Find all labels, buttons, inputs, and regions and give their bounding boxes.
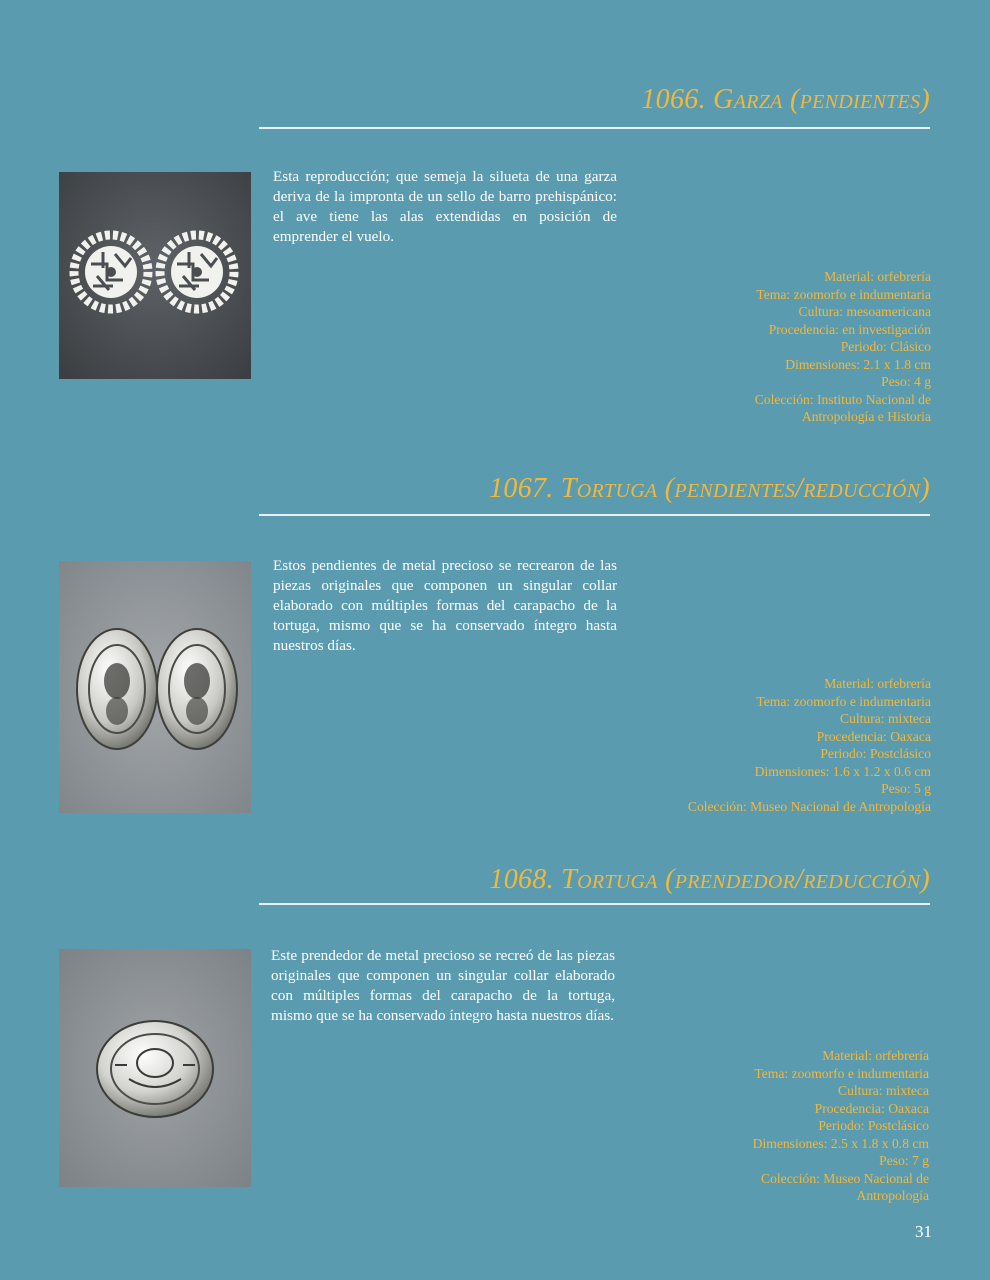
entry-title: 1066. Garza (pendientes) <box>641 84 930 115</box>
entry-metadata <box>755 268 931 426</box>
meta-coleccion-cont: Antropología <box>856 1188 929 1203</box>
title-rule <box>259 514 930 516</box>
entry-metadata <box>753 1047 929 1205</box>
meta-coleccion: Colección: Museo Nacional de Antropología <box>687 798 931 814</box>
meta-tema: Tema: zoomorfo e indumentaria <box>754 1065 929 1081</box>
title-rule <box>259 903 930 905</box>
meta-dimensiones: Dimensiones: 1.6 x 1.2 x 0.6 cm <box>754 763 931 779</box>
meta-periodo: Periodo: Postclásico <box>818 1118 929 1133</box>
meta-tema: Tema: zoomorfo e indumentaria <box>756 286 931 302</box>
meta-procedencia: Procedencia: Oaxaca <box>816 728 931 744</box>
meta-peso: Peso: 5 g <box>881 781 931 796</box>
meta-coleccion: Colección: Museo Nacional de <box>761 1170 929 1186</box>
entry-metadata <box>688 675 931 815</box>
heron-earrings-photo <box>59 172 251 379</box>
turtle-brooch-photo <box>59 949 251 1187</box>
entry-title: 1067. Tortuga (pendientes/reducción) <box>489 473 930 504</box>
meta-tema: Tema: zoomorfo e indumentaria <box>756 693 931 709</box>
meta-material: Material: orfebrería <box>822 1048 929 1063</box>
entry-description: Esta reproducción; que semeja la silueta de una garza deriva de la impronta de un sello de barro prehispánico: el ave tiene las alas extendidas en posición de emprender el vuelo. <box>273 168 617 245</box>
meta-dimensiones: Dimensiones: 2.5 x 1.8 x 0.8 cm <box>752 1135 929 1151</box>
meta-material: Material: orfebrería <box>824 269 931 284</box>
meta-cultura: Cultura: mesoamericana <box>798 304 931 319</box>
meta-periodo: Periodo: Postclásico <box>820 746 931 761</box>
meta-cultura: Cultura: mixteca <box>838 1083 929 1098</box>
meta-dimensiones: Dimensiones: 2.1 x 1.8 cm <box>785 356 931 372</box>
entry-title: 1068. Tortuga (prendedor/reducción) <box>489 864 930 895</box>
meta-peso: Peso: 4 g <box>881 374 931 389</box>
meta-material: Material: orfebrería <box>824 676 931 691</box>
meta-procedencia: Procedencia: en investigación <box>768 321 931 337</box>
turtle-earrings-photo <box>59 561 251 813</box>
entry-description: Estos pendientes de metal precioso se recrearon de las piezas originales que componen un singular collar elaborado con múltiples formas del carapacho de la tortuga, mismo que se ha conservado íntegro hasta nuestros días. <box>273 557 617 654</box>
page-number: 31 <box>915 1222 932 1241</box>
meta-cultura: Cultura: mixteca <box>840 711 931 726</box>
meta-procedencia: Procedencia: Oaxaca <box>814 1100 929 1116</box>
meta-peso: Peso: 7 g <box>879 1153 929 1168</box>
entry-description: Este prendedor de metal precioso se recreó de las piezas originales que componen un singular collar elaborado con múltiples formas del carapacho de la tortuga, mismo que se ha conservado íntegro hasta nuestros días. <box>271 947 615 1024</box>
meta-coleccion: Colección: Instituto Nacional de <box>754 391 931 407</box>
title-rule <box>259 127 930 129</box>
meta-periodo: Periodo: Clásico <box>840 339 931 354</box>
meta-coleccion-cont: Antropología e Historia <box>801 409 931 424</box>
